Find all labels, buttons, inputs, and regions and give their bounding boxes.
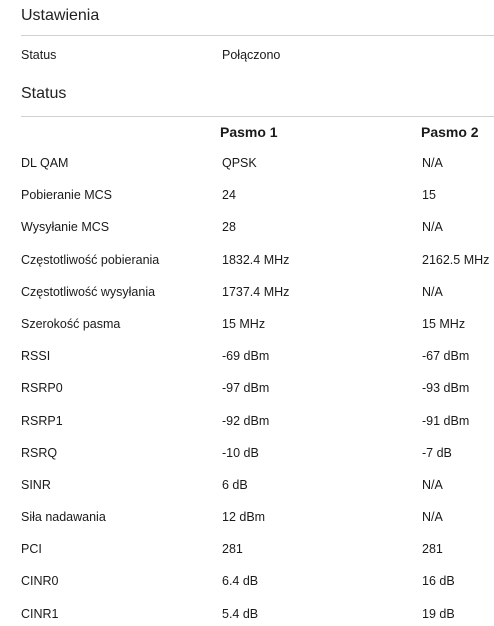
table-row (21, 497, 494, 529)
row-label: Wysyłanie MCS (21, 220, 110, 235)
band-2-value: 19 dB (422, 606, 455, 621)
band-status-table (21, 121, 494, 626)
row-label: RSSI (21, 349, 51, 364)
band-1-value: 281 (222, 542, 243, 557)
band-1-value: -10 dB (222, 445, 259, 460)
band-2-value: -91 dBm (422, 413, 470, 428)
table-row (21, 594, 494, 626)
table-body (21, 143, 494, 626)
table-row (21, 143, 494, 175)
table-row (21, 465, 494, 497)
row-label: Siła nadawania (21, 510, 106, 525)
table-row (21, 207, 494, 239)
row-label: CINR0 (21, 574, 59, 589)
band-2-value: N/A (422, 284, 443, 299)
connection-status-label: Status (21, 48, 57, 62)
band-2-value: 15 (422, 188, 436, 203)
settings-section-title: Ustawienia (21, 7, 100, 24)
band-2-value: N/A (422, 477, 443, 492)
table-header (21, 121, 494, 143)
table-row (21, 561, 494, 593)
band-1-value: -97 dBm (222, 381, 270, 396)
row-label: CINR1 (21, 606, 59, 621)
connection-status-row (21, 45, 491, 65)
row-label: RSRP1 (21, 413, 63, 428)
band-1-value: 1737.4 MHz (222, 284, 290, 299)
row-label: PCI (21, 542, 42, 557)
table-row (21, 401, 494, 433)
band-2-value: 15 MHz (422, 316, 466, 331)
column-header-band-1: Pasmo 1 (220, 124, 278, 140)
table-row (21, 240, 494, 272)
row-label: SINR (21, 477, 51, 492)
band-2-value: -93 dBm (422, 381, 470, 396)
column-header-band-2: Pasmo 2 (421, 124, 479, 140)
band-1-value: -92 dBm (222, 413, 270, 428)
band-2-value: 2162.5 MHz (422, 252, 490, 267)
band-1-value: 5.4 dB (222, 606, 259, 621)
table-row (21, 336, 494, 368)
band-1-value: 12 dBm (222, 510, 266, 525)
band-2-value: -7 dB (422, 445, 452, 460)
row-label: DL QAM (21, 156, 69, 170)
band-1-value: QPSK (222, 156, 257, 170)
table-row (21, 272, 494, 304)
row-label: Pobieranie MCS (21, 188, 113, 203)
band-2-value: N/A (422, 220, 443, 235)
table-row (21, 175, 494, 207)
band-2-value: -67 dBm (422, 349, 470, 364)
band-2-value: 281 (422, 542, 443, 557)
row-label: Częstotliwość wysyłania (21, 284, 156, 299)
table-row (21, 304, 494, 336)
section-divider (21, 116, 494, 117)
band-2-value: 16 dB (422, 574, 455, 589)
band-2-value: N/A (422, 510, 443, 525)
band-1-value: 28 (222, 220, 236, 235)
row-label: Szerokość pasma (21, 316, 121, 331)
section-divider (21, 35, 494, 36)
table-row (21, 368, 494, 400)
band-1-value: 15 MHz (222, 316, 266, 331)
table-row (21, 433, 494, 465)
row-label: RSRP0 (21, 381, 63, 396)
band-1-value: 6.4 dB (222, 574, 259, 589)
band-1-value: 6 dB (222, 477, 248, 492)
band-1-value: 24 (222, 188, 236, 203)
row-label: Częstotliwość pobierania (21, 252, 160, 267)
band-1-value: 1832.4 MHz (222, 252, 290, 267)
table-row (21, 529, 494, 561)
connection-status-value: Połączono (222, 48, 281, 62)
status-section-title: Status (21, 85, 67, 102)
band-2-value: N/A (422, 156, 443, 170)
row-label: RSRQ (21, 445, 58, 460)
band-1-value: -69 dBm (222, 349, 270, 364)
